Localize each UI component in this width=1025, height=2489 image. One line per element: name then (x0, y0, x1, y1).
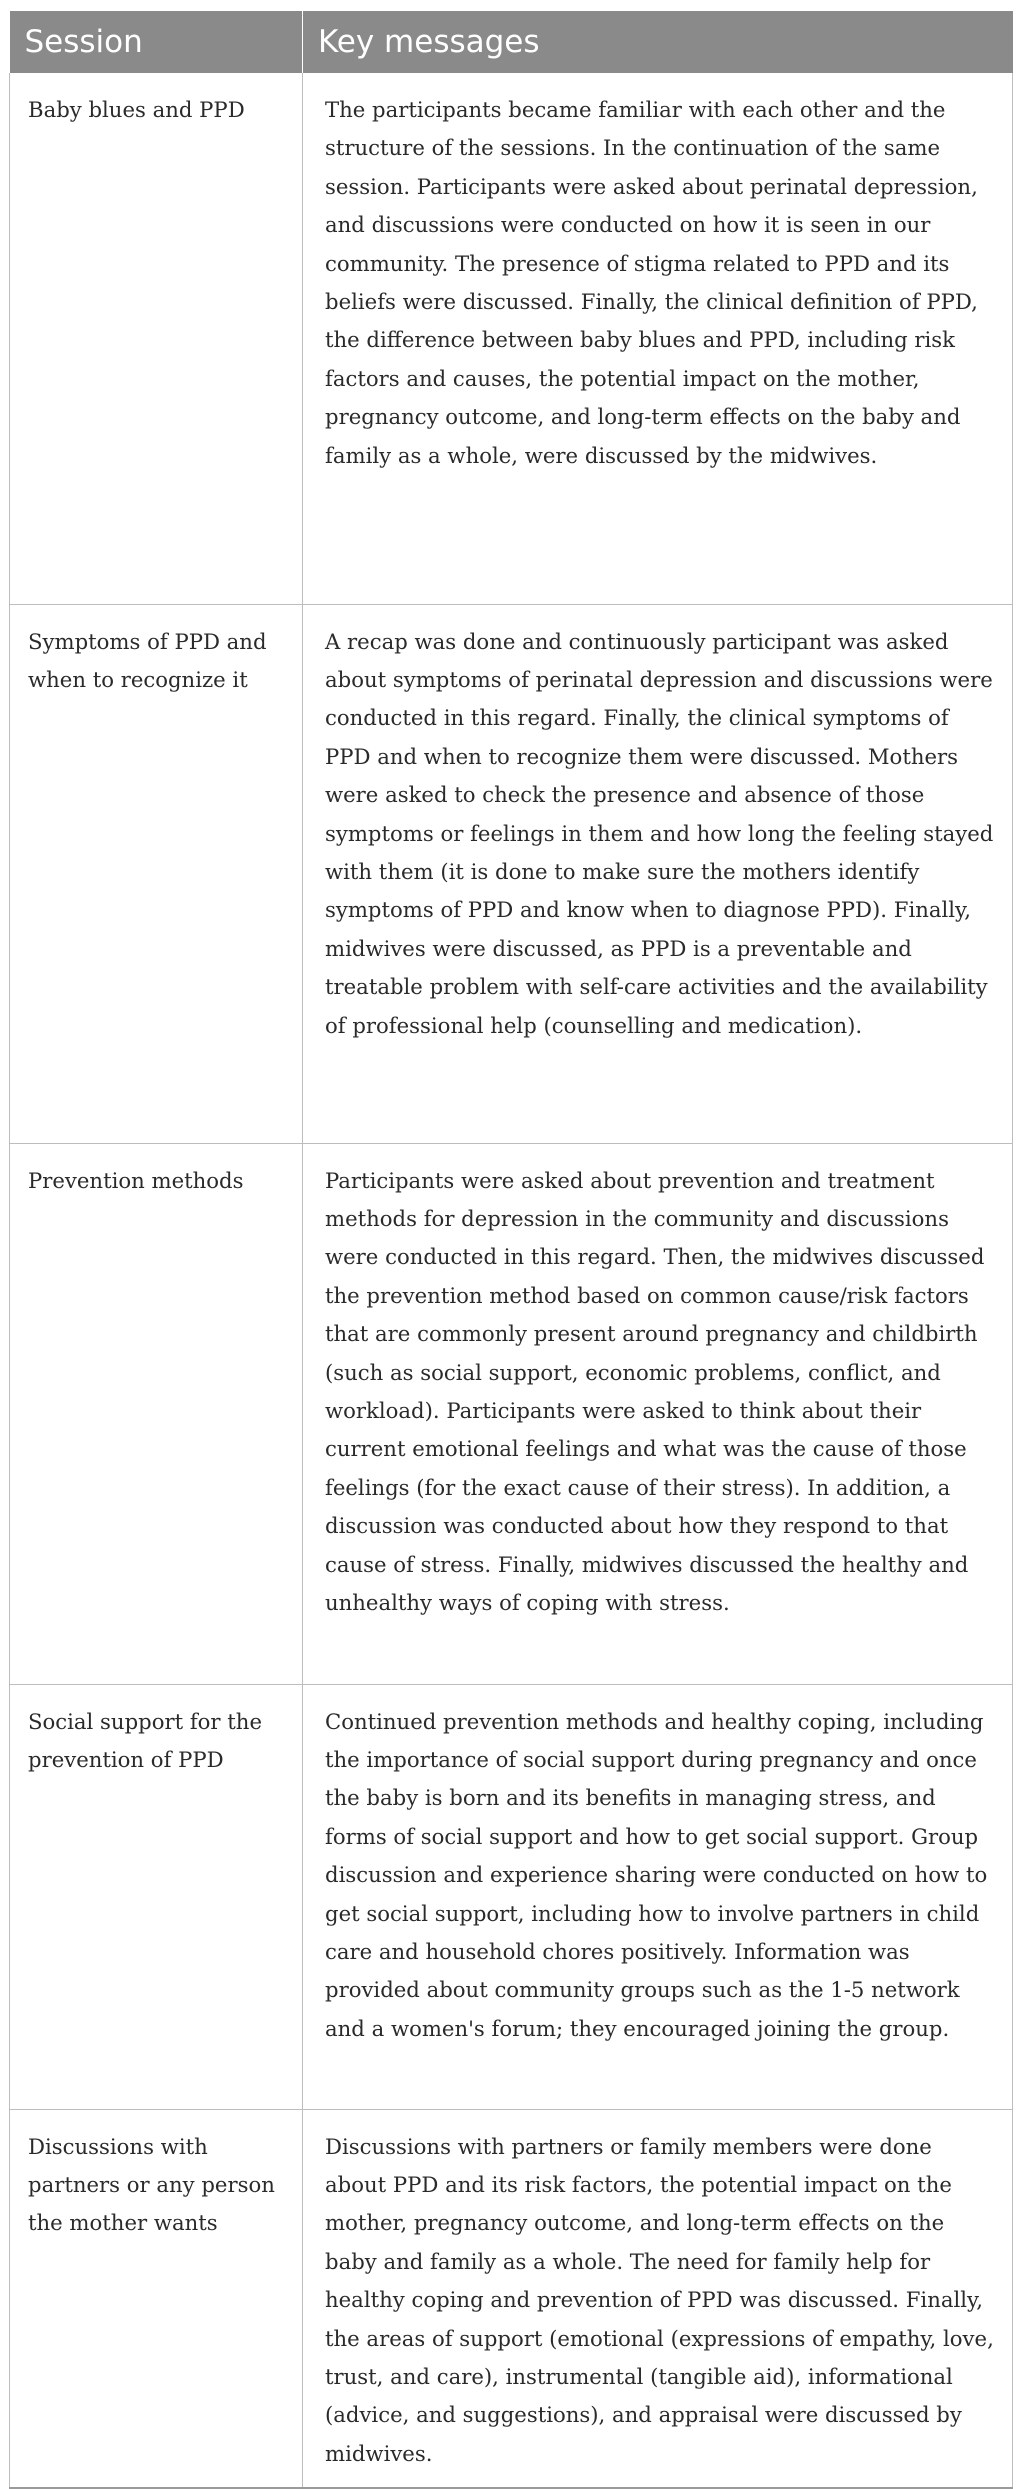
session-cell: Prevention methods (10, 1143, 303, 1684)
session-cell: Baby blues and PPD (10, 73, 303, 604)
message-cell: A recap was done and continuously participant was asked about symptoms of perinatal depression and discussions were conducted in this regard. Finally, the clinical symptoms of PPD and when to recognize them were discussed. Mothers were asked to check the presence and absence of those symptoms or feelings in them and how long the feeling stayed with them (it is done to make sure the mothers identify symptoms of PPD and know when to diagnose PPD). Finally, midwives were discussed, as PPD is a preventable and treatable problem with self-care activities and the availability of professional help (counselling and medication). (303, 604, 1013, 1143)
table-header (10, 11, 1013, 73)
sessions-table (9, 11, 1013, 2489)
session-cell: Social support for the prevention of PPD (10, 1684, 303, 2109)
message-cell: Participants were asked about prevention and treatment methods for depression in the community and discussions were conducted in this regard. Then, the midwives discussed the prevention method based on common cause/risk factors that are commonly present around pregnancy and childbirth (such as social support, economic problems, conflict, and workload). Participants were asked to think about their current emotional feelings and what was the cause of those feelings (for the exact cause of their stress). In addition, a discussion was conducted about how they respond to that cause of stress. Finally, midwives discussed the healthy and unhealthy ways of coping with stress. (303, 1143, 1013, 1684)
table-row (10, 2109, 1013, 2488)
header-row (10, 11, 1013, 73)
table-row (10, 1143, 1013, 1684)
table-row (10, 73, 1013, 604)
message-cell: Continued prevention methods and healthy coping, including the importance of social support during pregnancy and once the baby is born and its benefits in managing stress, and forms of social support and how to get social support. Group discussion and experience sharing were conducted on how to get social support, including how to involve partners in child care and household chores positively. Information was provided about community groups such as the 1-5 network and a women's forum; they encouraged joining the group. (303, 1684, 1013, 2109)
table-row (10, 604, 1013, 1143)
header-session: Session (10, 11, 303, 73)
session-cell: Discussions with partners or any person the mother wants (10, 2109, 303, 2488)
message-cell: Discussions with partners or family members were done about PPD and its risk factors, the potential impact on the mother, pregnancy outcome, and long-term effects on the baby and family as a whole. The need for family help for healthy coping and prevention of PPD was discussed. Finally, the areas of support (emotional (expressions of empathy, love, trust, and care), instrumental (tangible aid), informational (advice, and suggestions), and appraisal were discussed by midwives. (303, 2109, 1013, 2488)
session-cell: Symptoms of PPD and when to recognize it (10, 604, 303, 1143)
table-body (10, 73, 1013, 2488)
table-row (10, 1684, 1013, 2109)
message-cell: The participants became familiar with each other and the structure of the sessions. In the continuation of the same session. Participants were asked about perinatal depression, and discussions were conducted on how it is seen in our community. The presence of stigma related to PPD and its beliefs were discussed. Finally, the clinical definition of PPD, the difference between baby blues and PPD, including risk factors and causes, the potential impact on the mother, pregnancy outcome, and long-term effects on the baby and family as a whole, were discussed by the midwives. (303, 73, 1013, 604)
header-key-messages: Key messages (303, 11, 1013, 73)
